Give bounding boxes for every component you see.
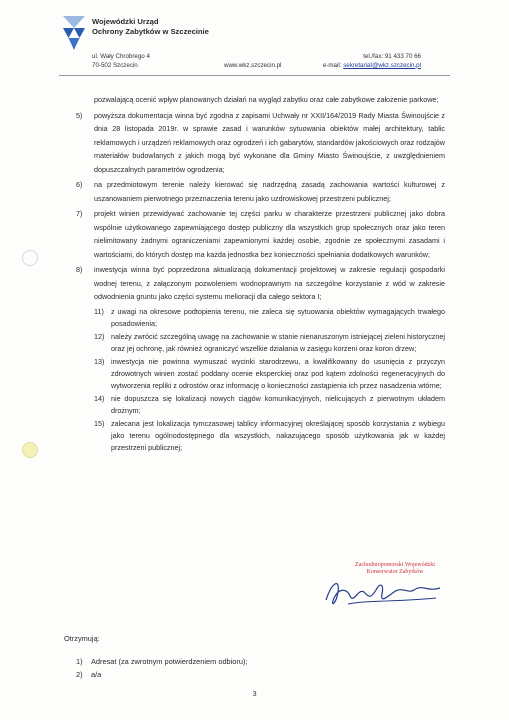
- address-block: [92, 53, 150, 70]
- sub-list-item-text: zalecana jest lokalizacja tymczasowej tablicy informacyjnej określającej sposób korzystania z wybiegu jako terenu ogólnodostępnego dla wszystkich, nakazującego sposób użytkowania jak w każdej przestrzeni publicznej;: [111, 418, 445, 452]
- sub-list-item-number: 12): [94, 331, 105, 341]
- sub-list-item-number: 14): [94, 393, 105, 403]
- stamp-line-1: Zachodniopomorski Wojewódzki: [355, 562, 435, 568]
- receiver-item-number: 2): [76, 670, 83, 679]
- receiver-item-text: a/a: [91, 670, 102, 679]
- email-link[interactable]: sekretariat@wkz.szczecin.pl: [343, 61, 421, 69]
- sub-list-item: [94, 331, 445, 355]
- website-link[interactable]: www.wkz.szczecin.pl: [224, 62, 282, 69]
- sub-list-item: [94, 393, 445, 417]
- organization-line-2: Ochrony Zabytków w Szczecinie: [92, 26, 209, 36]
- handwritten-signature: [318, 570, 450, 612]
- document-body: [76, 93, 445, 455]
- sub-list-item: [94, 356, 445, 392]
- email-line: [323, 62, 421, 71]
- sub-list-item-text: nie dopuszcza się lokalizacji nowych ciągów komunikacyjnych, nielicujących z pierwotnym układem drożnym;: [111, 393, 445, 415]
- list-item-number: 5): [76, 110, 83, 120]
- office-logo-icon: [63, 16, 85, 50]
- list-item-text: na przedmiotowym terenie należy kierować się nadrzędną zasadą zachowania wartości kulturowej z uszanowaniem pierwotnego przeznaczenia terenu jako uzdrowiskowej przestrzeni publicznej;: [94, 180, 445, 203]
- receivers-label: Otrzymują:: [64, 634, 100, 643]
- list-item-text: powyższa dokumentacja winna być zgodna z zapisami Uchwały nr XXII/164/2019 Rady Miasta Świnoujście z dnia 28 listopada 2019r. w sprawie zasad i warunków sytuowania obiektów małej architektury, tablic reklamowych i urządzeń reklamowych oraz ogrodzeń i ich gabarytów, standardów jakościowych oraz rodzajów materiałów budowlanych z jakich mogą być wykonane dla Gminy Miasto Świnoujście, z uwzględnieniem dopuszczalnych parametrów ogrodzenia;: [94, 110, 445, 174]
- receiver-item: [76, 668, 248, 681]
- list-item: [76, 109, 445, 177]
- organization-name: [92, 17, 209, 36]
- stamp-line-2: Konserwator Zabytków: [366, 569, 424, 575]
- receiver-item-number: 1): [76, 657, 83, 666]
- list-item-text: inwestycja winna być poprzedzona aktualizacją dokumentacji projektowej w zakresie regulacji gospodarki wodnej terenu, z załączonym pozwoleniem wodnoprawnym na szczególne korzystanie z wód w zakresie odwodnienia gruntu jako części systemu melioracji dla całego sektora I;: [94, 265, 445, 301]
- sub-list-item: [94, 418, 445, 454]
- email-label: e-mail:: [322, 61, 342, 69]
- phone-fax: tel./fax: 91 433 70 66: [363, 53, 421, 60]
- header-divider: [59, 75, 450, 76]
- receivers-section: [64, 632, 248, 681]
- address-street: ul. Wały Chrobrego 4: [92, 53, 150, 60]
- list-item: [76, 207, 445, 261]
- address-city: 70-502 Szczecin: [92, 61, 138, 69]
- list-item-text: projekt winien przewidywać zachowanie tej części parku w charakterze przestrzeni publicznej jako dobra wspólnie użytkowanego zapewniającego dostęp publiczny dla wszystkich grup społecznych oraz jako teren nielimitowany żadnymi ograniczeniami zapewnionymi każdej osobie, zgodnie ze społecznymi zasadami i wartościami, do których dostęp ma każda jednostka bez konieczności spełniania dodatkowych warunków;: [94, 209, 445, 259]
- punch-hole-mark: [22, 442, 38, 458]
- receiver-item-text: Adresat (za zwrotnym potwierdzeniem odbioru);: [91, 657, 248, 666]
- sub-list-item-text: z uwagi na okresowe podtopienia terenu, nie zaleca się sytuowania obiektów wymagających trwałego posadowienia;: [111, 306, 445, 328]
- list-item: [76, 178, 445, 205]
- page-number: 3: [252, 689, 257, 698]
- sub-list-item-text: inwestycja nie powinna wymuszać wycinki starodrzewu, a kwalifikowany do usunięcia z przyczyn zdrowotnych winien zostać poddany ocenie eksperckiej oraz pod kątem zdolności regeneracyjnych do wytworzenia repliki z odrostów oraz informację o konieczności zastąpienia ich przez nasadzenia wtórne;: [111, 356, 445, 390]
- sub-list-item-number: 13): [94, 356, 105, 366]
- list-item-number: 6): [76, 180, 83, 189]
- numbered-list: [76, 109, 445, 304]
- receiver-item: [76, 655, 248, 668]
- list-item-number: 7): [76, 209, 83, 218]
- contact-block: [323, 53, 421, 70]
- sub-list-item-number: 15): [94, 418, 105, 428]
- punch-hole-mark: [22, 250, 38, 266]
- organization-line-1: Wojewódzki Urząd: [92, 17, 159, 26]
- sub-list-item: [94, 306, 445, 330]
- receivers-list: [64, 655, 248, 681]
- list-item-number: 8): [76, 265, 83, 274]
- sub-numbered-list: [76, 306, 445, 454]
- list-item: [76, 263, 445, 304]
- sub-list-item-text: należy zwrócić szczególną uwagę na zachowanie w stanie nienaruszonym istniejącej zieleni historycznej oraz jej ochronę, jak również ograniczyć wszelkie działania w zasięgu korzeni oraz koron drzew;: [111, 331, 445, 353]
- sub-list-item-number: 11): [94, 306, 104, 316]
- intro-paragraph: pozwalającą ocenić wpływ planowanych działań na wygląd zabytku oraz całe zabytkowe założenie parkowe;: [94, 95, 439, 104]
